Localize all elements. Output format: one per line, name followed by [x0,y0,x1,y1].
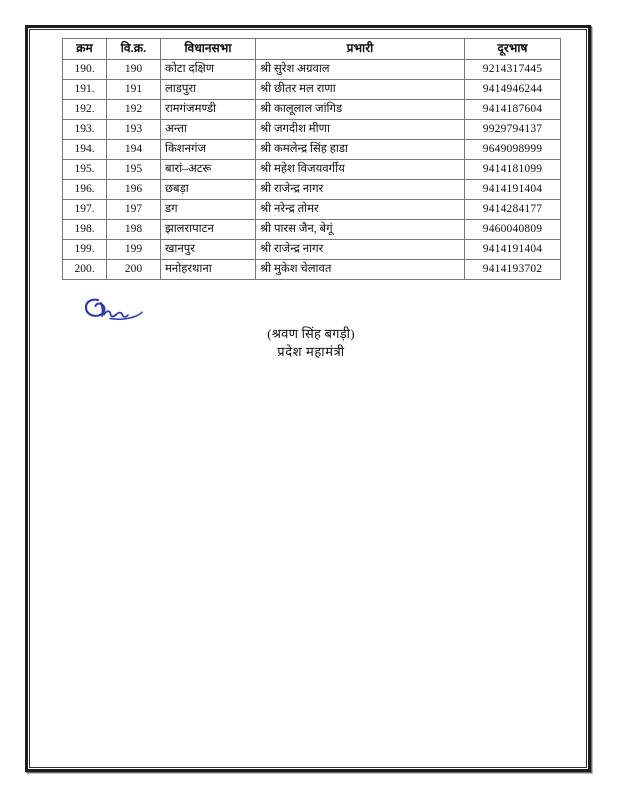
cell-acno: 190 [107,60,161,80]
cell-ac: किशनगंज [161,140,256,160]
cell-serial: 198. [63,220,107,240]
cell-incharge: श्री महेश विजयवर्गीय [256,160,465,180]
cell-acno: 192 [107,100,161,120]
cell-phone: 9414946244 [465,80,561,100]
page-content [30,30,586,767]
cell-ac: बारां–अटरू [161,160,256,180]
page-inner-border [29,29,587,768]
cell-ac: कोटा दक्षिण [161,60,256,80]
table-header-row [63,39,561,60]
cell-ac: छबड़ा [161,180,256,200]
table-row [63,60,561,80]
cell-incharge: श्री जगदीश मीणा [256,120,465,140]
column-header-serial: क्रम [63,39,107,60]
cell-phone: 9460040809 [465,220,561,240]
cell-acno: 195 [107,160,161,180]
cell-incharge: श्री कालूलाल जांगिड [256,100,465,120]
table-row [63,120,561,140]
cell-serial: 197. [63,200,107,220]
cell-serial: 199. [63,240,107,260]
cell-ac: खानपुर [161,240,256,260]
cell-serial: 190. [63,60,107,80]
cell-incharge: श्री पारस जैन, बेगूं [256,220,465,240]
cell-serial: 196. [63,180,107,200]
cell-incharge: श्री छीतर मल राणा [256,80,465,100]
cell-acno: 193 [107,120,161,140]
column-header-phone: दूरभाष [465,39,561,60]
table-row [63,200,561,220]
cell-incharge: श्री राजेन्द्र नागर [256,180,465,200]
cell-phone: 9414191404 [465,240,561,260]
cell-acno: 198 [107,220,161,240]
cell-serial: 193. [63,120,107,140]
column-header-acno: वि.क्र. [107,39,161,60]
cell-ac: रामगंजमण्डी [161,100,256,120]
cell-incharge: श्री मुकेश चेलावत [256,260,465,280]
table-row [63,160,561,180]
cell-serial: 192. [63,100,107,120]
column-header-ac: विधानसभा [161,39,256,60]
cell-phone: 9929794137 [465,120,561,140]
table-row [63,100,561,120]
cell-serial: 191. [63,80,107,100]
cell-incharge: श्री सुरेश अग्रवाल [256,60,465,80]
cell-incharge: श्री राजेन्द्र नागर [256,240,465,260]
page-frame [25,25,591,772]
cell-phone: 9414284177 [465,200,561,220]
cell-acno: 197 [107,200,161,220]
cell-ac: लाडपुरा [161,80,256,100]
cell-phone: 9414187604 [465,100,561,120]
cell-acno: 191 [107,80,161,100]
cell-phone: 9414191404 [465,180,561,200]
cell-serial: 200. [63,260,107,280]
cell-phone: 9414193702 [465,260,561,280]
signatory-name: (श्रवण सिंह बगड़ी) [267,326,355,341]
table-row [63,240,561,260]
assembly-incharge-table [62,38,561,280]
cell-incharge: श्री कमलेन्द्र सिंह हाडा [256,140,465,160]
table-row [63,180,561,200]
cell-phone: 9214317445 [465,60,561,80]
signatory-title: प्रदेश महामंत्री [277,343,345,359]
table-row [63,260,561,280]
table-body [63,60,561,280]
handwritten-signature-icon [80,294,578,324]
table-header [63,39,561,60]
signature-block [62,294,560,360]
cell-acno: 200 [107,260,161,280]
cell-phone: 9649098999 [465,140,561,160]
cell-acno: 196 [107,180,161,200]
cell-ac: अन्ता [161,120,256,140]
cell-serial: 195. [63,160,107,180]
cell-ac: मनोहरथाना [161,260,256,280]
cell-acno: 194 [107,140,161,160]
cell-phone: 9414181099 [465,160,561,180]
table-row [63,140,561,160]
cell-acno: 199 [107,240,161,260]
table-row [63,80,561,100]
table-row [63,220,561,240]
cell-serial: 194. [63,140,107,160]
cell-ac: डग [161,200,256,220]
cell-ac: झालरापाटन [161,220,256,240]
cell-incharge: श्री नरेन्द्र तोमर [256,200,465,220]
column-header-incharge: प्रभारी [256,39,465,60]
